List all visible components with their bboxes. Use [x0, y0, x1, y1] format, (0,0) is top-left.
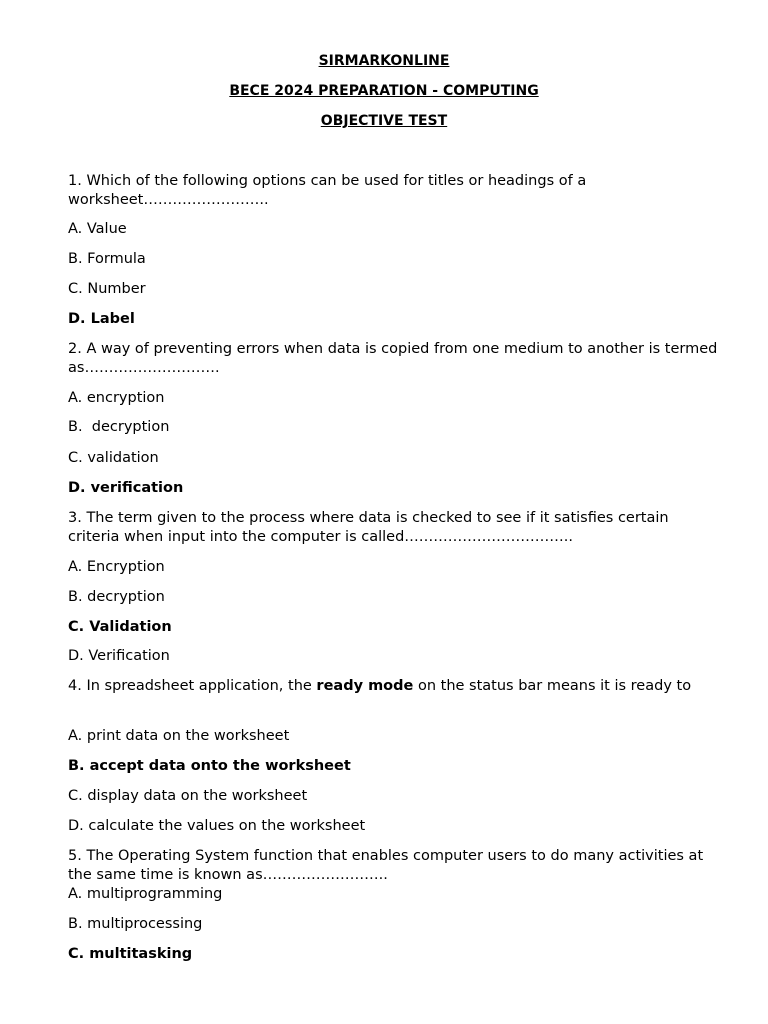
question-2-option-c: C. validation [68, 450, 159, 466]
question-4-text-end: on the status bar means it is ready to [413, 678, 692, 694]
school-name: SIRMARKONLINE [318, 53, 450, 69]
question-5-option-b: B. multiprocessing [68, 916, 203, 932]
question-4-answer-b: B. accept data onto the worksheet [68, 758, 351, 774]
question-4-option-a: A. print data on the worksheet [68, 728, 290, 744]
question-2-text: 2. A way of preventing errors when data is copied from one medium to another is termed as………………………. [68, 341, 718, 376]
question-4-text-start: 4. In spreadsheet application, the [68, 678, 317, 694]
question-1-option-a: A. Value [68, 221, 127, 237]
test-title: OBJECTIVE TEST [320, 113, 448, 129]
question-2-option-b: B. decryption [68, 419, 170, 435]
question-3-text: 3. The term given to the process where data is checked to see if it satisfies certain criteria when input into the computer is called…………………………….. [68, 510, 669, 545]
question-1-answer-d: D. Label [68, 311, 135, 327]
question-5-option-a: A. multiprogramming [68, 886, 223, 902]
question-4-option-c: C. display data on the worksheet [68, 788, 308, 804]
question-3-option-d: D. Verification [68, 648, 170, 664]
question-4-text [68, 677, 718, 696]
question-2-answer-d: D. verification [68, 480, 184, 496]
question-3-option-a: A. Encryption [68, 559, 165, 575]
question-3-answer-c: C. Validation [68, 619, 172, 635]
question-5-answer-c: C. multitasking [68, 946, 193, 962]
exam-title: BECE 2024 PREPARATION - COMPUTING [229, 83, 539, 99]
question-2-option-a: A. encryption [68, 390, 165, 406]
question-1-text: 1. Which of the following options can be used for titles or headings of a worksheet…………………….. [68, 173, 587, 208]
question-1-option-c: C. Number [68, 281, 146, 297]
question-1-option-b: B. Formula [68, 251, 146, 267]
question-4-keyword: ready mode [316, 678, 414, 694]
question-4-option-d: D. calculate the values on the worksheet [68, 818, 366, 834]
question-3-option-b: B. decryption [68, 589, 165, 605]
question-5-text: 5. The Operating System function that enables computer users to do many activities at the same time is known as…………………….. [68, 848, 704, 883]
